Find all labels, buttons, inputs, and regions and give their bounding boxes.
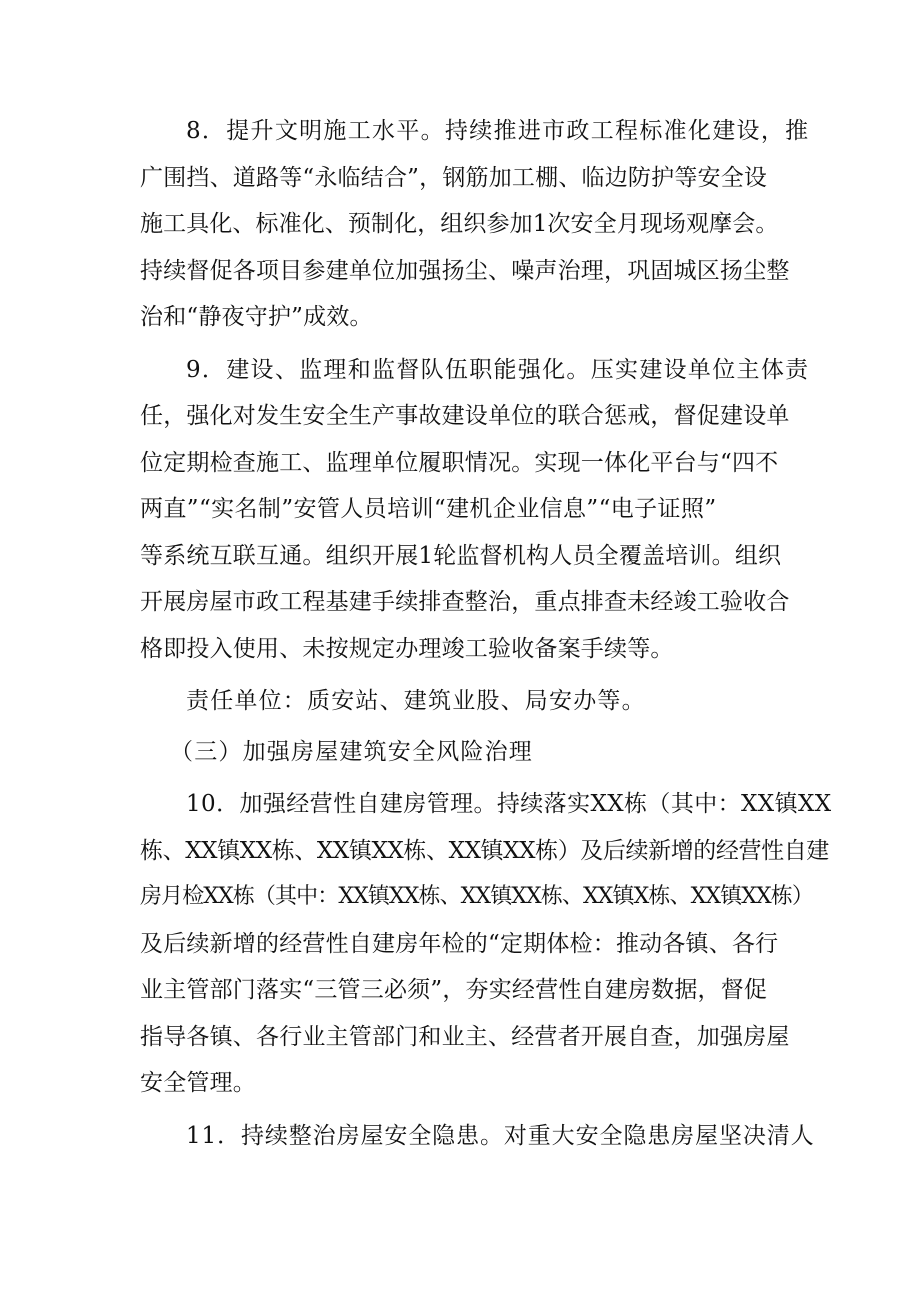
paragraph-line: 8．提升文明施工水平。持续推进市政工程标准化建设，推	[186, 118, 810, 144]
paragraph-line: 开展房屋市政工程基建手续排查整治，重点排查未经竣工验收合	[140, 589, 790, 615]
paragraph-line: 广围挡、道路等“永临结合”，钢筋加工棚、临边防护等安全设	[140, 164, 768, 191]
paragraph-line: 治和“静夜守护”成效。	[140, 304, 373, 330]
paragraph-8	[140, 108, 810, 341]
paragraph-line: 等系统互联互通。组织开展1轮监督机构人员全覆盖培训。组织	[140, 542, 782, 569]
paragraph-line: 格即投入使用、未按规定办理竣工验收备案手续等。	[140, 635, 674, 662]
paragraph-line: 业主管部门落实“三管三必须”，夯实经营性自建房数据，督促	[140, 977, 768, 1003]
paragraph-line: 两直”“实名制”安管人员培训“建机企业信息”“电子证照”	[140, 496, 717, 522]
paragraph-line: 施工具化、标准化、预制化，组织参加1次安全月现场观摩会。	[140, 211, 779, 237]
paragraph-line: 安全管理。	[140, 1070, 256, 1096]
responsible-units: 责任单位：质安站、建筑业股、局安办等。	[186, 688, 646, 714]
paragraph-line: 9．建设、监理和监督队伍职能强化。压实建设单位主体责	[186, 356, 810, 383]
paragraph-line: 11．持续整治房屋安全隐患。对重大安全隐患房屋坚决清人	[186, 1122, 815, 1149]
document-page	[140, 108, 832, 1159]
paragraph-line: 持续督促各项目参建单位加强扬尘、噪声治理，巩固城区扬尘整	[140, 257, 790, 284]
paragraph-line: 10．加强经营性自建房管理。持续落实XX栋（其中：XX镇XX	[186, 791, 832, 817]
paragraph-line: 及后续新增的经营性自建房年检的“定期体检：推动各镇、各行	[140, 930, 779, 957]
section-heading: （三）加强房屋建筑安全风险治理	[170, 738, 533, 765]
paragraph-10	[140, 781, 832, 1107]
paragraph-line: 栋、XX镇XX栋、XX镇XX栋、XX镇XX栋）及后续新增的经营性自建	[140, 837, 829, 864]
paragraph-line: 房月检XX栋（其中：XX镇XX栋、XX镇XX栋、XX镇X栋、XX镇XX栋）	[140, 884, 813, 909]
paragraph-9	[140, 347, 810, 673]
paragraph-line: 位定期检查施工、监理单位履职情况。实现一体化平台与“四不	[140, 449, 779, 476]
paragraph-line: 指导各镇、各行业主管部门和业主、经营者开展自查，加强房屋	[140, 1023, 790, 1050]
paragraph-11	[140, 1113, 815, 1160]
paragraph-line: 任，强化对发生安全生产事故建设单位的联合惩戒，督促建设单	[140, 403, 790, 429]
